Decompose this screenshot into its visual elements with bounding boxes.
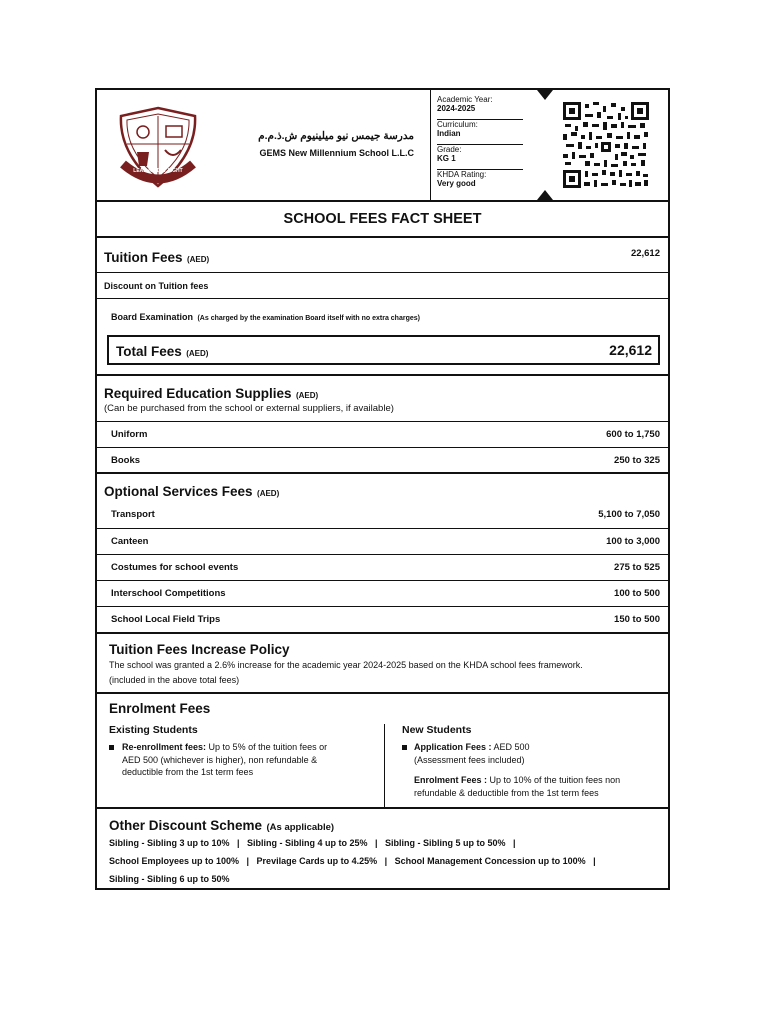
existing-students-title: Existing Students: [109, 724, 198, 736]
optional-section: [97, 472, 668, 632]
header: [97, 90, 668, 200]
school-name: GEMS New Millennium School L.L.C: [259, 148, 414, 158]
discount-line: School Employees up to 100% | Previlage Cards up to 4.25% | School Management Concession up to 100% |: [109, 856, 596, 866]
enrolment-section: [97, 692, 668, 807]
info-curriculum: Curriculum: Indian: [437, 120, 523, 145]
tuition-row: [97, 236, 668, 272]
info-academic-year: Academic Year: 2024-2025: [437, 95, 523, 120]
optional-item: School Local Field Trips 150 to 500: [97, 606, 668, 632]
discount-scheme-section: [97, 807, 668, 890]
discount-row: [97, 272, 668, 298]
divider: [384, 724, 385, 807]
tuition-value: 22,612: [630, 248, 660, 259]
info-khda-rating: KHDA Rating: Very good: [437, 170, 487, 188]
page-title: SCHOOL FEES FACT SHEET: [283, 211, 482, 227]
logo-motto: LEAD KINDLY LIGHT: [133, 168, 183, 174]
new-students-title: New Students: [402, 724, 472, 736]
school-logo: [113, 104, 203, 190]
policy-section: [97, 632, 668, 692]
supplies-note: (Can be purchased from the school or external suppliers, if available): [104, 403, 394, 414]
optional-item: Interschool Competitions 100 to 500: [97, 580, 668, 606]
total-fees-box: [107, 335, 660, 365]
policy-text: The school was granted a 2.6% increase for the academic year 2024-2025 based on the KHDA school fees framework.: [109, 660, 583, 670]
triangle-top-icon: [537, 90, 553, 102]
policy-note: (included in the above total fees): [109, 675, 240, 685]
discount-line: Sibling - Sibling 6 up to 50%: [109, 874, 230, 884]
info-grade: Grade: KG 1: [437, 145, 523, 170]
board-and-total: [97, 298, 668, 374]
enrolment-fees-new: Enrolment Fees : Up to 10% of the tuition fees non refundable & deductible from the 1st term fees: [414, 775, 621, 798]
bullet-icon: [402, 745, 407, 750]
total-fees-label: Total Fees (AED): [116, 344, 209, 359]
qr-code-icon: [563, 102, 649, 188]
divider: [430, 90, 431, 200]
optional-title: Optional Services Fees (AED): [104, 484, 280, 499]
reenrollment-fees: Re-enrollment fees: Up to 5% of the tuition fees or AED 500 (whichever is higher), non refundable & deductible from the 1st term fees: [122, 742, 328, 777]
optional-item: Transport 5,100 to 7,050: [111, 509, 660, 520]
supply-item: Books 250 to 325: [97, 447, 668, 473]
tuition-label: Tuition Fees (AED): [104, 250, 210, 265]
optional-item: Canteen 100 to 3,000: [97, 528, 668, 554]
policy-title: Tuition Fees Increase Policy: [109, 642, 290, 657]
triangle-bottom-icon: [537, 189, 553, 200]
title-bar: [97, 200, 668, 236]
discount-line: Sibling - Sibling 3 up to 10% | Sibling - Sibling 4 up to 25% | Sibling - Sibling 5 up to 50% |: [109, 838, 516, 848]
board-exam-label: Board Examination (As charged by the examination Board itself with no extra charges): [111, 312, 420, 322]
discount-label: Discount on Tuition fees: [104, 281, 209, 291]
school-name-arabic: مدرسة جيمس نيو ميلينيوم ش.ذ.م.م: [258, 130, 414, 142]
application-fees: Application Fees : AED 500 (Assessment fees included): [414, 742, 530, 765]
total-fees-value: 22,612: [609, 342, 652, 358]
info-block: [437, 95, 523, 194]
optional-item: Costumes for school events 275 to 525: [97, 554, 668, 580]
supply-item: Uniform 600 to 1,750: [97, 421, 668, 447]
supplies-title: Required Education Supplies (AED): [104, 386, 319, 401]
fees-fact-sheet: [95, 88, 670, 890]
enrolment-title: Enrolment Fees: [109, 701, 211, 716]
bullet-icon: [109, 745, 114, 750]
discount-scheme-title: Other Discount Scheme (As applicable): [109, 818, 335, 833]
supplies-section: [97, 374, 668, 472]
